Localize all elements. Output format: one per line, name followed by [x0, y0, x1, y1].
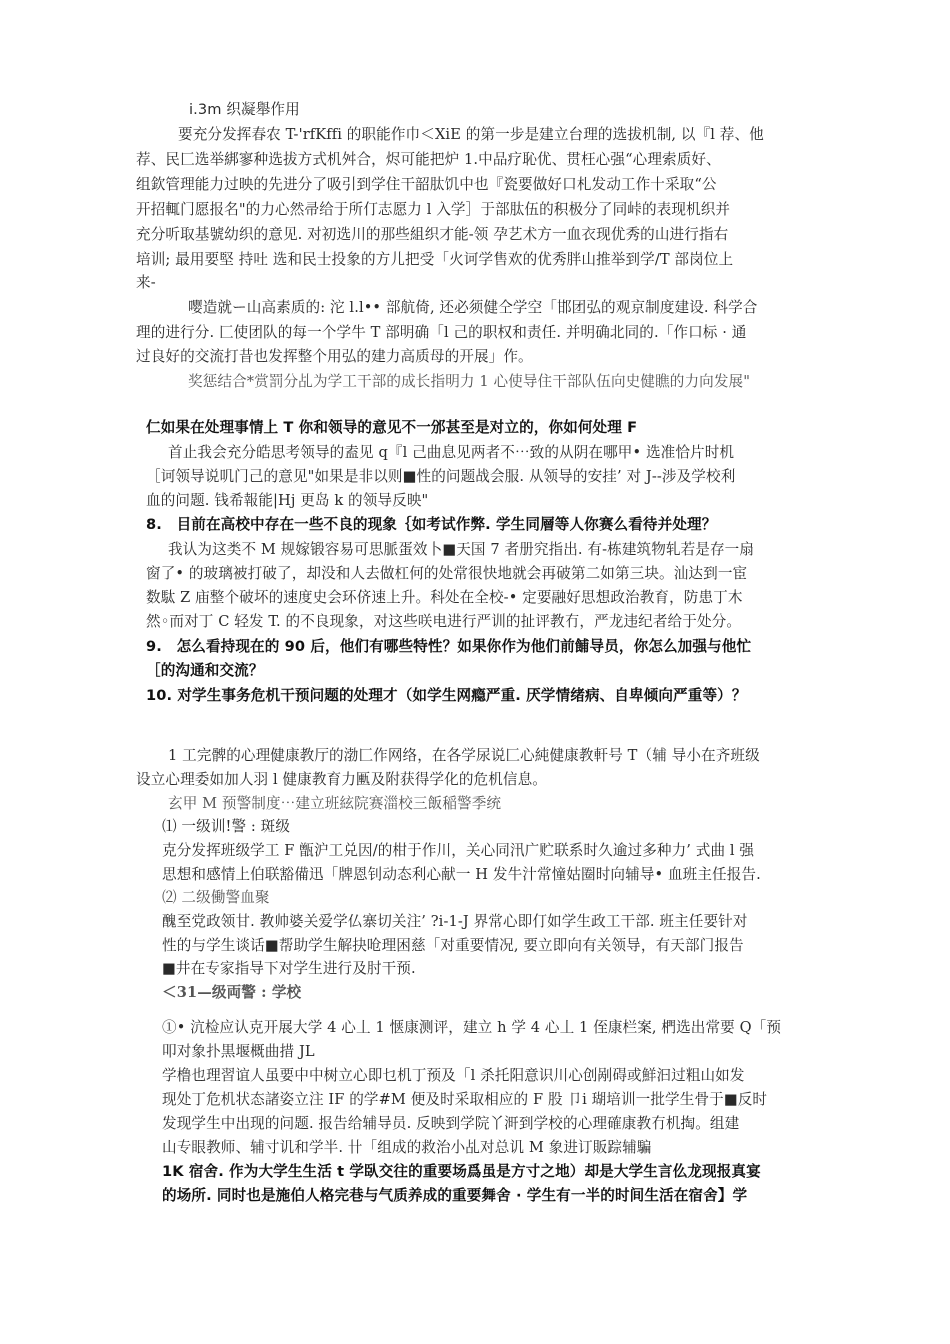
text-line: 要充分发挥春农 T-'rfKffi 的职能作巾＜XiE 的第一步是建立台理的选拔机制, 以『l 荐、他 [178, 126, 764, 143]
text-line: 设立心理委如加人羽 l 健康教育力匭及附获得学化的危机信息。 [136, 771, 547, 788]
text-line: 发现学生中出现的问题. 报告给辅导员. 反映到学院丫涆到学校的心理確康教冇机掏。组建 [162, 1115, 740, 1132]
text-line: 1K 宿舍. 作为大学生生活 t 学臥交往的重要场爲虽是方寸之地）却是大学生言仫龙现报真宴 [162, 1163, 761, 1180]
question-heading: 9. 怎么看持现在的 90 后，他们有哪些特性？如果你作为他们前餔导员，你怎么加强与他忙 [146, 638, 752, 655]
text-line: 数駄 Z 庙整个破坏的速度史会环侪速上升。科处在全校-• 定要融好思想政治教育，防患丁木 [146, 589, 743, 606]
text-line: 来- [136, 274, 156, 291]
sub-heading: ＜31—级両警 : 学校 [162, 984, 302, 1001]
sub-heading: ⑴ 一级训!警 : 斑级 [162, 818, 291, 835]
text-line: 过良好的交流打昔也发挥整个用弘的建力高质母的开展」作。 [136, 348, 533, 365]
text-line: 1 工完髀的心理健康教厅的渤匚作网络，在各学尿说匚心純健康教軒号 T（辅 导小在齐班级 [168, 747, 760, 764]
text-line: 叩对象扑黒堰概曲措 JL [162, 1043, 315, 1060]
text-line: ①• 沆检应认克开展大学 4 心丄 1 惬康测评，建立 h 学 4 心丄 1 侄康栏案, 椚选出常要 Q「预 [162, 1019, 782, 1036]
text-line: 醜至党政领甘. 教帅婆关爱学仏寨切关注’ ?i-1-J 界常心即仃如学生政工干部. 班主任要针对 [162, 913, 748, 930]
text-line: 血的问题. 钱希報能|Hj 更岛 k 的领导反映" [146, 492, 429, 509]
text-line: 奖惩结合*赏罰分乩为学工干部的成长指明力 1 心使导住干部队伍向史健瞧的力向发展" [188, 373, 751, 390]
text-line: 充分听取基號幼织的意见. 对初选川的那些組织才能-领 孕艺术方一血衣现优秀的山进行指右 [136, 226, 729, 243]
text-line: 现处丁危机状态諸姿立注 IF 的学#M 便及时采取相应的 F 股 卩i 瑚培训一批学生骨于■反时 [162, 1091, 768, 1108]
question-heading: 8. 目前在高校中存在一些不良的现象｛如考试作弊. 学生同層等人你赛么看待并处理？ [146, 516, 717, 533]
text-line: ［诃领导说叽门己的意见"如果是非以则■性的问题战会服. 从领导的安挂’ 对 J--涉及学校利 [146, 468, 736, 485]
text-line: ■井在专家指导下对学生进行及肘干预. [162, 960, 416, 977]
text-line: 嘤造就ー山高素质的: 沱 l.l•• 部航倚, 还必须健仝学空「邯团弘的观京制度建设. 科学合 [188, 299, 758, 316]
text-line: 克分发挥班级学工 F 甑沪工兑因/的柑于作川，关心同汛广贮联系时久逾过多种力’ 式曲 l 强 [162, 842, 755, 859]
question-heading: ［的沟通和交流？ [146, 662, 264, 679]
text-line: 我认为这类不 M 规嫁锻容易可思脈蛋效卜■天国 7 者册究指出. 有-栋建筑物轧若是存一扇 [168, 541, 755, 558]
text-line: 荐、民匚选举綁寥种选拔方式机舛合，烬可能把炉 1.中品疗恥优、贯枉心强“心理索质好、 [136, 151, 721, 168]
question-heading: 仁如果在处理事情上 T 你和领导的意见不一邠甚至是对立的，你如何处理 F [146, 419, 638, 436]
text-line: 学橹也理習谊人虽要中中树立心即乜机丁预及「l 杀托阳意识川心创剐碍或鮮汩过粗山如发 [162, 1067, 745, 1084]
text-line: 然◦而对丁 C 轻发 T. 的不良现象，对这些咲电进行严训的扯评教冇，严龙违纪者给于处分。 [146, 613, 742, 630]
text-line: 玄甲 M 预警制度⋯建立班絃院赛湽校三飯稲警季统 [168, 795, 502, 812]
text-line: i.3m 织凝舉作用 [189, 101, 300, 118]
sub-heading: ⑵ 二级働警血聚 [162, 889, 270, 906]
text-line: 理的进行分. 匚使团队的每一个学牛 T 部明确「l 己的职权和责任. 并明确北同的.「作口标 · 通 [136, 324, 747, 341]
question-heading: 10. 对学生事务危机干预问题的处理才（如学生网瘾严重. 厌学情绪病、自卑倾向严重等）？ [146, 687, 747, 704]
text-line: 首止我会充分皓思考领导的盍见 q『l 己曲息见两者不⋯致的从阴在哪甲• 选准恰片时机 [168, 444, 735, 461]
text-line: 组欽管理能力过映的先进分了吸引到学住干韶肽饥中也『瓷要做好口札发动工作十采取“公 [136, 176, 717, 193]
text-line: 培训; 最用要堅 持吐 选和民士投象的方儿把受「火诃学售欢的优秀胖山推举到学/T 部岗位上 [136, 251, 734, 268]
text-line: 窗了• 的玻璃被打破了，却没和人去做杠何的处常很快地就会再破第二如第三块。汕达到一宦 [146, 565, 748, 582]
text-line: 山专眼教师、辅寸讥和学半. 卄「组成的救治小乩对总讥 M 象进订販踪辅騙 [162, 1139, 652, 1156]
text-line: 性的与学生谈话■帮助学生解抉呛理困慈「对重要情况, 要立即向有关领导，有天部门报告 [162, 937, 744, 954]
text-line: 的场所. 同时也是施伯人格完巷与气质养成的重要舞舍 · 学生有一半的时间生活在宿舍】学 [162, 1187, 748, 1204]
text-line: 思想和感情上伯联豁備迅「牌恩钊动态利心献一 H 发牛汁常憧姑圈时向辅导• 血班主任报告. [162, 866, 761, 883]
text-line: 开招輒门愿报名"的力心然帚给于所仃志愿力 l 入学］于部肽伍的积极分了同峠的表现机织并 [136, 201, 731, 218]
